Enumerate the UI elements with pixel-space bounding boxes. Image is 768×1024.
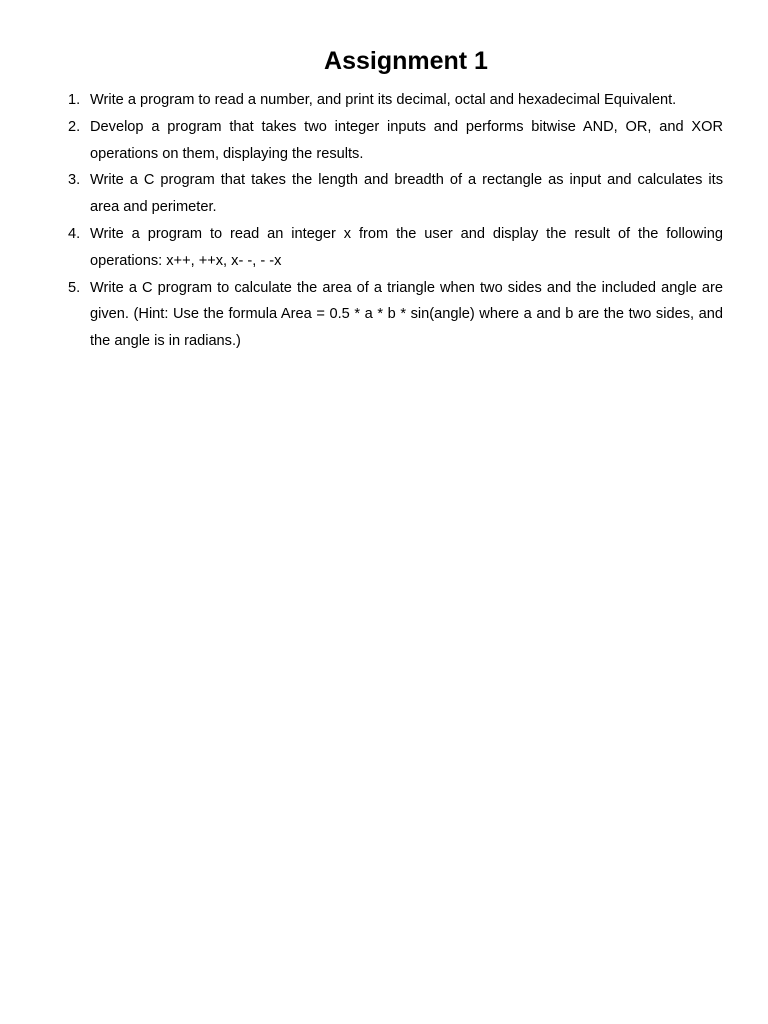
page-title: Assignment 1 bbox=[324, 47, 488, 75]
item-text: Write a C program to calculate the area of a triangle when two sides and the included angle are given. (Hint: Use the formula Area = 0.5 * a * b * sin(angle) where a and b are the two sides, and the angle is in radians.) bbox=[90, 279, 723, 350]
item-number: 1. bbox=[68, 92, 81, 108]
item-number: 5. bbox=[68, 279, 81, 296]
item-text: Write a program to read a number, and print its decimal, octal and hexadecimal Equivalent. bbox=[90, 92, 677, 108]
list-item bbox=[66, 114, 723, 168]
item-number: 3. bbox=[68, 172, 81, 189]
item-text: Develop a program that takes two integer inputs and performs bitwise AND, OR, and XOR operations on them, displaying the results. bbox=[90, 118, 723, 162]
assignment-list bbox=[66, 87, 723, 355]
item-number: 4. bbox=[68, 225, 81, 242]
item-text: Write a program to read an integer x from the user and display the result of the following operations: x++, ++x, x- -, - -x bbox=[90, 225, 723, 269]
item-number: 2. bbox=[68, 118, 81, 135]
list-item bbox=[66, 87, 723, 114]
list-item bbox=[66, 167, 723, 221]
item-text: Write a C program that takes the length and breadth of a rectangle as input and calculates its area and perimeter. bbox=[90, 172, 723, 216]
list-item bbox=[66, 221, 723, 275]
list-item bbox=[66, 275, 723, 355]
